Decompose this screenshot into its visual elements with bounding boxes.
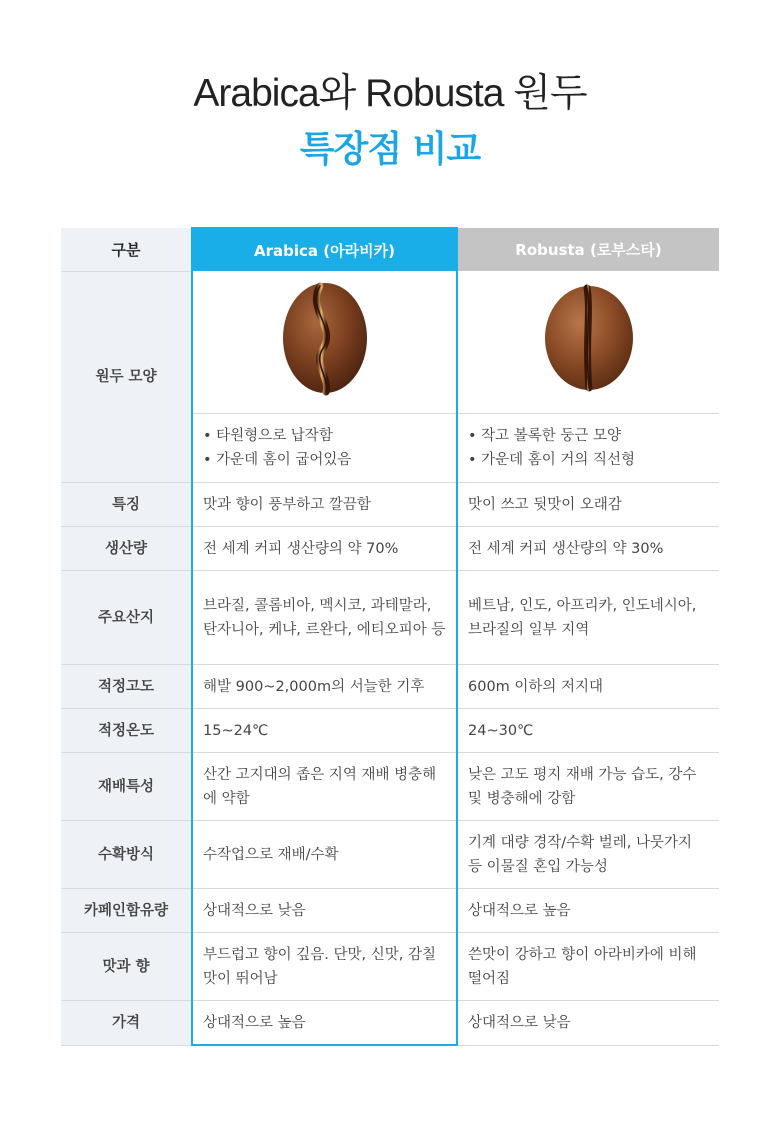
row-label: 적정고도 bbox=[61, 665, 192, 709]
table-row bbox=[61, 709, 719, 753]
robusta-cell: 기계 대량 경작/수확 벌레, 나뭇가지 등 이물질 혼입 가능성 bbox=[457, 821, 719, 889]
arabica-cell: 15~24℃ bbox=[192, 709, 457, 753]
robusta-cell: 낮은 고도 평지 재배 가능 습도, 강수 및 병충해에 강함 bbox=[457, 753, 719, 821]
robusta-coffee-bean-image bbox=[543, 282, 635, 394]
row-label: 가격 bbox=[61, 1001, 192, 1046]
table-row bbox=[61, 889, 719, 933]
row-label: 수확방식 bbox=[61, 821, 192, 889]
table-row bbox=[61, 665, 719, 709]
row-label: 생산량 bbox=[61, 527, 192, 571]
page-subtitle: 특장점 비교 bbox=[299, 129, 481, 170]
comparison-table bbox=[61, 227, 719, 1046]
table-row-shape-image bbox=[61, 271, 719, 414]
arabica-cell: 맛과 향이 풍부하고 깔끔함 bbox=[192, 483, 457, 527]
table-header-row bbox=[61, 228, 719, 271]
row-label: 특징 bbox=[61, 483, 192, 527]
header-arabica: Arabica (아라비카) bbox=[192, 228, 457, 271]
robusta-cell: 600m 이하의 저지대 bbox=[457, 665, 719, 709]
arabica-cell: 부드럽고 향이 깊음. 단맛, 신맛, 감칠맛이 뛰어남 bbox=[192, 933, 457, 1001]
title-block bbox=[0, 70, 780, 176]
arabica-cell: 산간 고지대의 좁은 지역 재배 병충해에 약함 bbox=[192, 753, 457, 821]
row-label: 맛과 향 bbox=[61, 933, 192, 1001]
arabica-cell: 브라질, 콜롬비아, 멕시코, 과테말라, 탄자니아, 케냐, 르완다, 에티오피아 등 bbox=[192, 571, 457, 665]
table-row bbox=[61, 571, 719, 665]
row-label-shape: 원두 모양 bbox=[61, 271, 192, 483]
table-row bbox=[61, 933, 719, 1001]
arabica-cell: 해발 900~2,000m의 서늘한 기후 bbox=[192, 665, 457, 709]
arabica-cell: 수작업으로 재배/수확 bbox=[192, 821, 457, 889]
robusta-cell: 맛이 쓰고 뒷맛이 오래감 bbox=[457, 483, 719, 527]
arabica-cell: 전 세계 커피 생산량의 약 70% bbox=[192, 527, 457, 571]
row-label: 재배특성 bbox=[61, 753, 192, 821]
robusta-shape-bullets bbox=[457, 414, 719, 483]
header-label: 구분 bbox=[61, 228, 192, 271]
row-label: 주요산지 bbox=[61, 571, 192, 665]
robusta-cell: 전 세계 커피 생산량의 약 30% bbox=[457, 527, 719, 571]
table-row bbox=[61, 753, 719, 821]
table-row bbox=[61, 1001, 719, 1046]
bullet-item: • 가운데 홈이 거의 직선형 bbox=[468, 452, 636, 468]
table-row bbox=[61, 821, 719, 889]
arabica-cell: 상대적으로 낮음 bbox=[192, 889, 457, 933]
robusta-bean-cell bbox=[457, 271, 719, 414]
arabica-shape-bullets bbox=[192, 414, 457, 483]
bullet-item: • 타원형으로 납작함 bbox=[203, 428, 333, 444]
page-title: Arabica와 Robusta 원두 bbox=[193, 72, 587, 115]
arabica-bean-cell bbox=[192, 271, 457, 414]
row-label: 적정온도 bbox=[61, 709, 192, 753]
header-robusta: Robusta (로부스타) bbox=[457, 228, 719, 271]
arabica-coffee-bean-image bbox=[280, 280, 370, 396]
row-label: 카페인함유량 bbox=[61, 889, 192, 933]
table-row bbox=[61, 483, 719, 527]
robusta-cell: 24~30℃ bbox=[457, 709, 719, 753]
bullet-item: • 가운데 홈이 굽어있음 bbox=[203, 452, 352, 468]
robusta-cell: 상대적으로 낮음 bbox=[457, 1001, 719, 1046]
robusta-cell: 쓴맛이 강하고 향이 아라비카에 비해 떨어짐 bbox=[457, 933, 719, 1001]
robusta-cell: 상대적으로 높음 bbox=[457, 889, 719, 933]
arabica-cell: 상대적으로 높음 bbox=[192, 1001, 457, 1046]
robusta-cell: 베트남, 인도, 아프리카, 인도네시아, 브라질의 일부 지역 bbox=[457, 571, 719, 665]
table-row bbox=[61, 527, 719, 571]
bullet-item: • 작고 볼록한 둥근 모양 bbox=[468, 428, 622, 444]
